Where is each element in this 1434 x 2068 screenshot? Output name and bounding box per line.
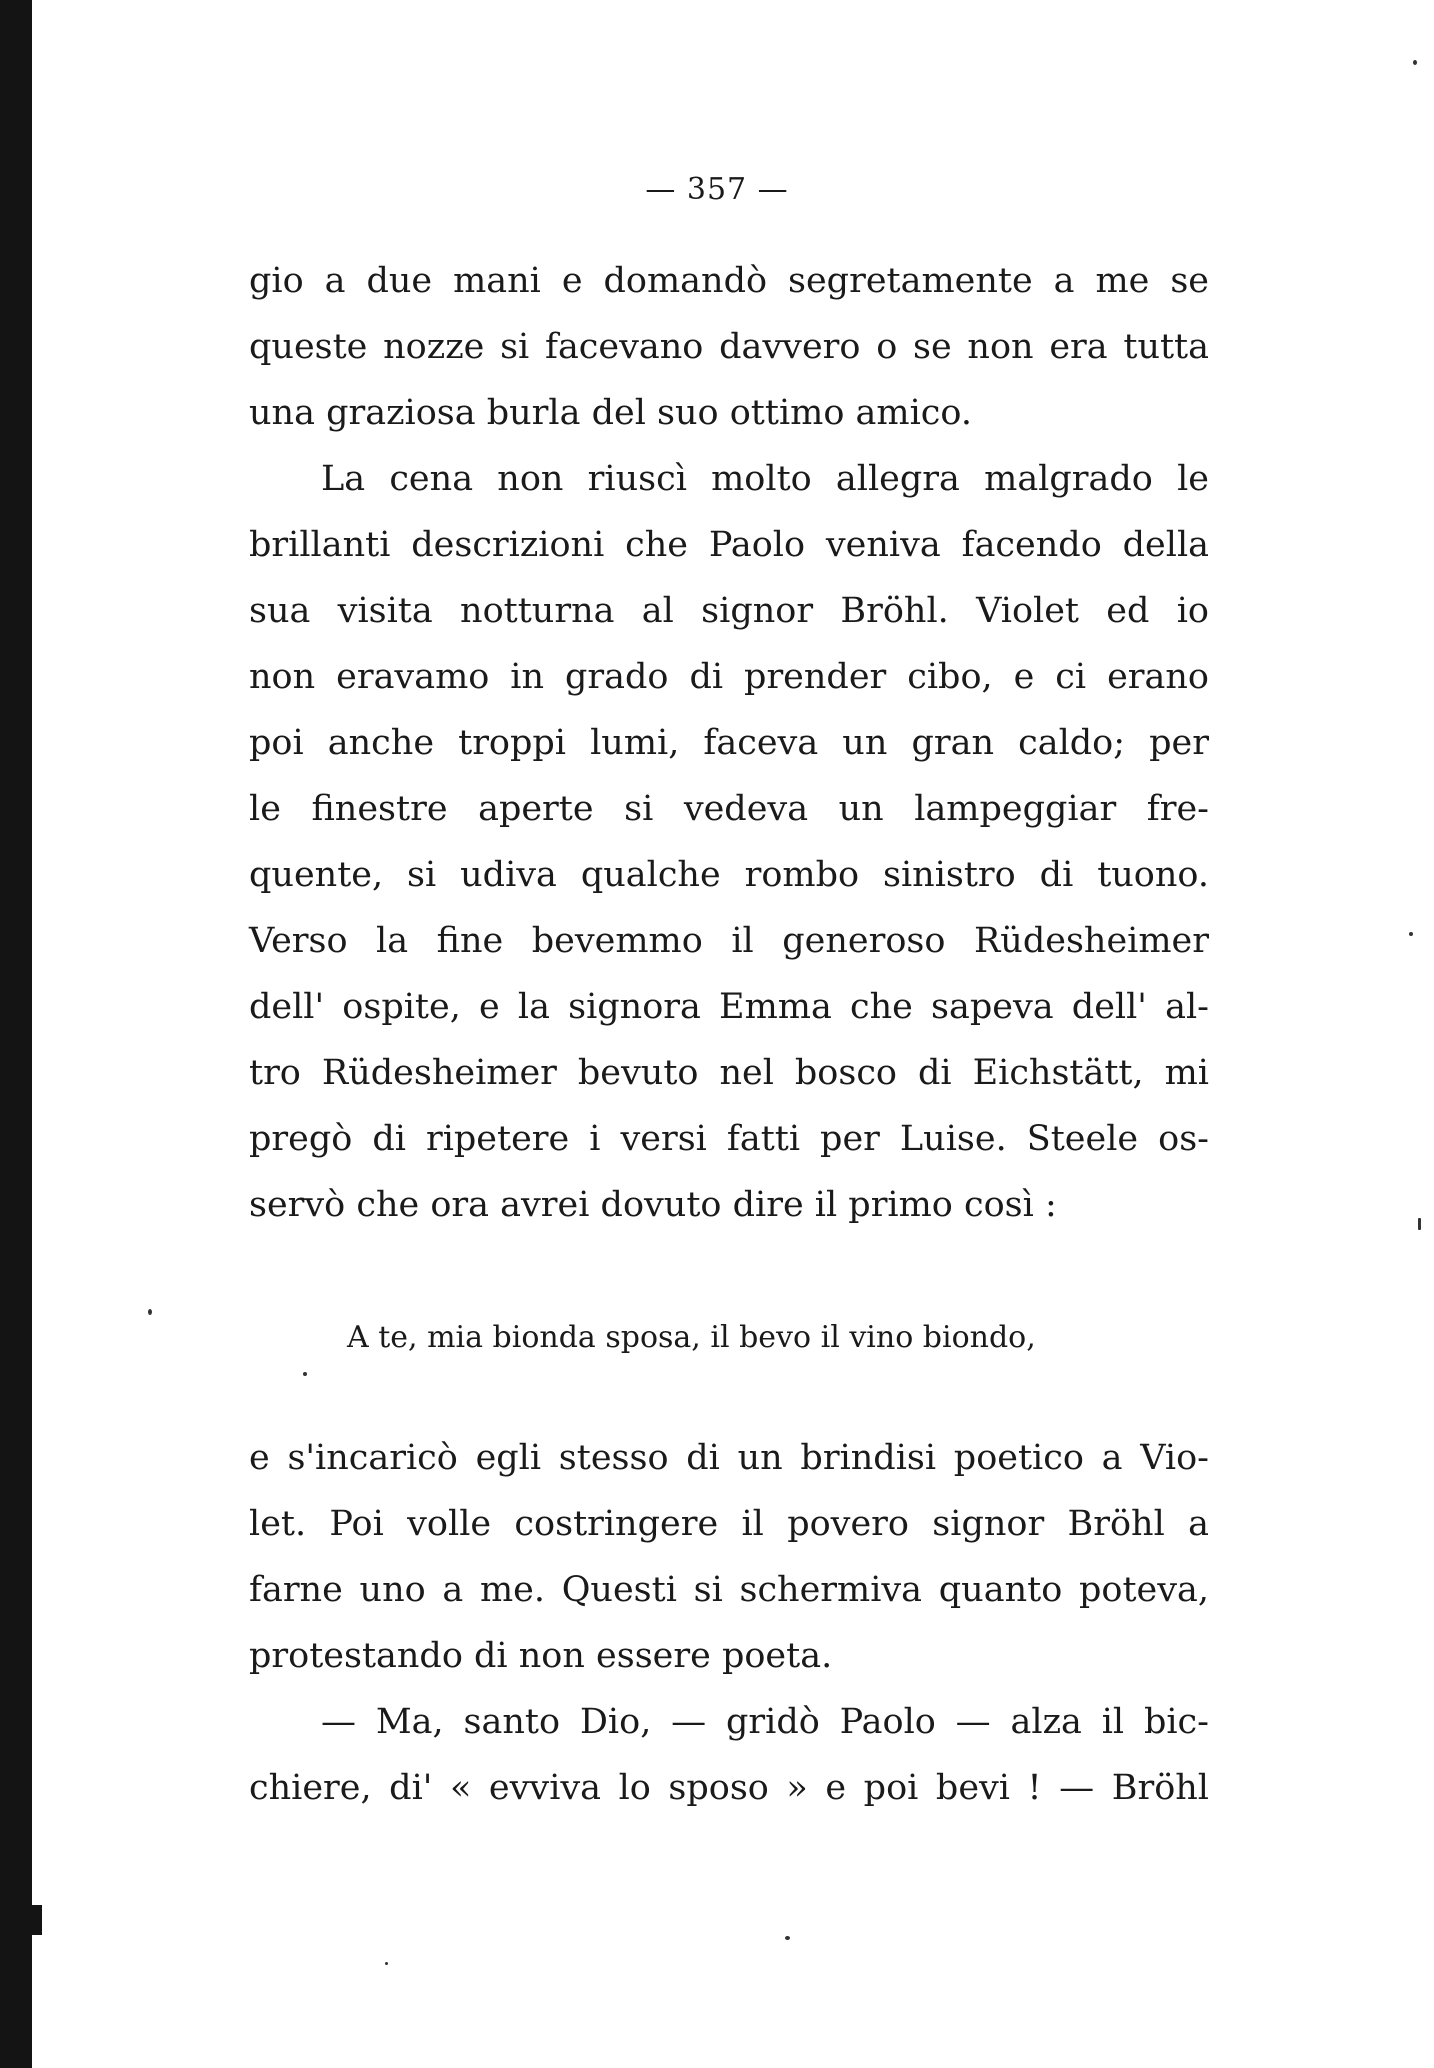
text-line: queste nozze si facevano davvero o se non era tutta xyxy=(249,327,1209,367)
text-line: una graziosa burla del suo ottimo amico. xyxy=(249,393,972,433)
text-line: brillanti descrizioni che Paolo veniva facendo della xyxy=(249,525,1209,565)
scan-speck xyxy=(148,1309,152,1315)
text-line: pregò di ripetere i versi fatti per Luise. Steele os- xyxy=(249,1119,1209,1159)
text-line: le finestre aperte si vedeva un lampeggiar fre- xyxy=(249,789,1209,829)
scan-speck xyxy=(1413,60,1417,65)
text-line: La cena non riuscì molto allegra malgrado le xyxy=(321,459,1209,499)
text-line: chiere, di' « evviva lo sposo » e poi bevi ! — Bröhl xyxy=(249,1768,1209,1808)
text-line: quente, si udiva qualche rombo sinistro di tuono. xyxy=(249,855,1209,895)
text-line: servò che ora avrei dovuto dire il primo così : xyxy=(249,1185,1057,1225)
text-line: sua visita notturna al signor Bröhl. Violet ed io xyxy=(249,591,1209,631)
text-line: let. Poi volle costringere il povero signor Bröhl a xyxy=(249,1504,1209,1544)
scan-speck xyxy=(785,1936,790,1940)
page-number: — 357 — xyxy=(645,172,789,207)
text-line: protestando di non essere poeta. xyxy=(249,1636,833,1676)
scan-edge-mark xyxy=(32,1905,42,1935)
text-line: poi anche troppi lumi, faceva un gran caldo; per xyxy=(249,723,1209,763)
verse-quote: A te, mia bionda sposa, il bevo il vino biondo, xyxy=(347,1320,1036,1355)
text-line: tro Rüdesheimer bevuto nel bosco di Eichstätt, mi xyxy=(249,1053,1209,1093)
scan-speck xyxy=(1418,1218,1421,1230)
scan-speck xyxy=(303,1372,307,1376)
scan-edge-bar xyxy=(0,0,32,2068)
text-line: Verso la fine bevemmo il generoso Rüdesheimer xyxy=(249,921,1209,961)
text-line: e s'incaricò egli stesso di un brindisi poetico a Vio- xyxy=(249,1438,1209,1478)
text-line: non eravamo in grado di prender cibo, e ci erano xyxy=(249,657,1209,697)
text-line: farne uno a me. Questi si schermiva quanto poteva, xyxy=(249,1570,1209,1610)
scan-speck xyxy=(1409,932,1413,936)
text-line: gio a due mani e domandò segretamente a me se xyxy=(249,261,1209,301)
text-line: dell' ospite, e la signora Emma che sapeva dell' al- xyxy=(249,987,1209,1027)
text-line: — Ma, santo Dio, — gridò Paolo — alza il bic- xyxy=(321,1702,1209,1742)
scan-speck xyxy=(385,1962,388,1965)
